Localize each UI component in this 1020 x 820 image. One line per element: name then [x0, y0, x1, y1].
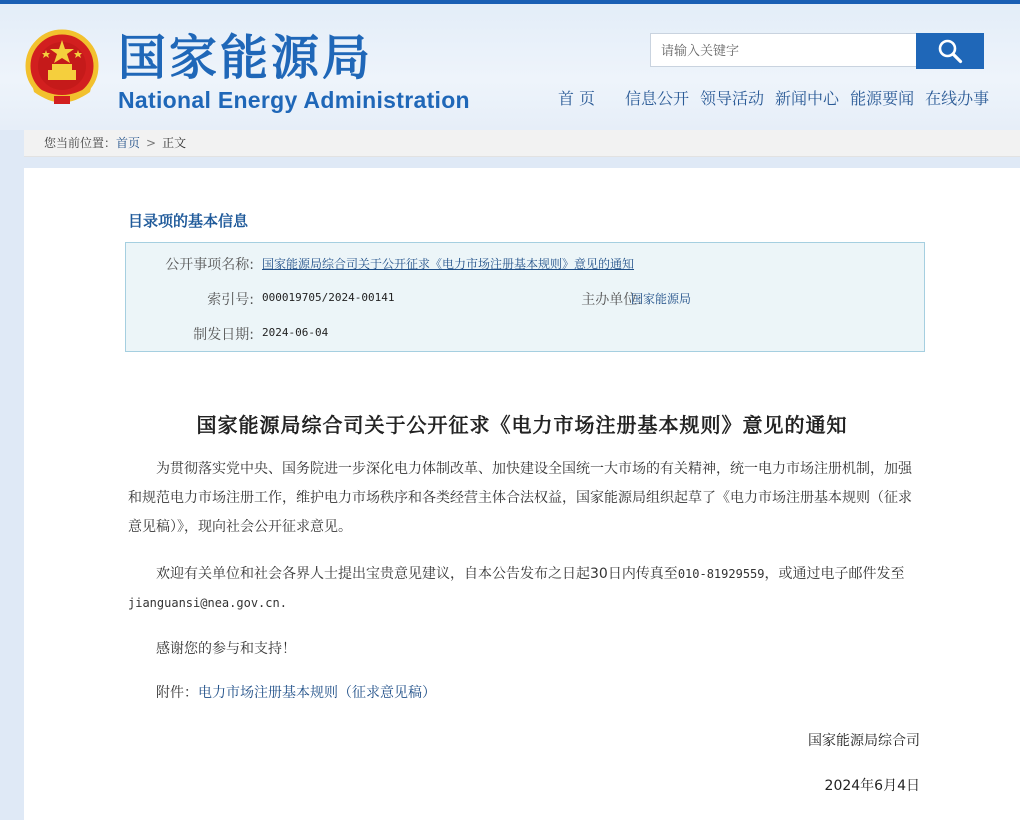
nav-item-info-disclosure[interactable]: 信息公开	[625, 89, 690, 108]
host-org-label: 主办单位:	[581, 292, 642, 308]
breadcrumb	[24, 130, 1020, 157]
breadcrumb-separator: >	[146, 136, 157, 150]
contact-email[interactable]: jianguansi@nea.gov.cn.	[128, 596, 287, 610]
nav-item-online-services[interactable]: 在线办事	[925, 89, 990, 108]
paragraph-1-line-2: 和规范电力市场注册工作，维护电力市场秩序和各类经营主体合法权益，国家能源局组织起草了《电力市场注册基本规则（征求	[128, 490, 912, 506]
search-input[interactable]	[650, 33, 936, 67]
catalog-info-box	[125, 242, 925, 352]
site-logo-chinese[interactable]: 国家能源局	[118, 30, 374, 86]
paragraph-2-text-a: 欢迎有关单位和社会各界人士提出宝贵意见建议，自本公告发布之日起30日内传真至	[156, 566, 678, 582]
index-number-label: 索引号:	[207, 292, 254, 308]
paragraph-2-text-b: ，或通过电子邮件发至	[764, 566, 905, 582]
article-paragraph-1	[128, 455, 920, 542]
signer: 国家能源局综合司	[808, 733, 920, 749]
site-logo-english[interactable]: National Energy Administration	[118, 87, 470, 113]
attachment-label: 附件：	[156, 685, 198, 701]
breadcrumb-current: 正文	[162, 136, 187, 150]
breadcrumb-home-link[interactable]: 首页	[116, 136, 141, 150]
article-title: 国家能源局综合司关于公开征求《电力市场注册基本规则》意见的通知	[196, 413, 848, 437]
national-emblem-icon[interactable]	[24, 26, 100, 110]
issue-date-value: 2024-06-04	[262, 326, 329, 339]
issue-date-label: 制发日期:	[193, 327, 254, 343]
paragraph-1-line-1: 为贯彻落实党中央、国务院进一步深化电力体制改革、加快建设全国统一大市场的有关精神，统一电力市场注册机制，加强	[156, 461, 912, 477]
fax-number: 010-81929559	[677, 567, 765, 581]
attachment-line	[128, 679, 920, 708]
main-nav	[550, 88, 989, 110]
article-paragraph-3: 感谢您的参与和支持！	[156, 641, 296, 657]
attachment-link[interactable]: 电力市场注册基本规则（征求意见稿）	[198, 685, 436, 701]
catalog-info-title: 目录项的基本信息	[128, 212, 249, 230]
nav-item-home[interactable]: 首页	[558, 89, 601, 108]
item-name-value[interactable]: 国家能源局综合司关于公开征求《电力市场注册基本规则》意见的通知	[262, 257, 635, 271]
article-paragraph-2	[128, 560, 920, 618]
nav-item-leadership[interactable]: 领导活动	[700, 89, 765, 108]
nav-item-news-center[interactable]: 新闻中心	[775, 89, 840, 108]
site-header	[0, 4, 1020, 130]
breadcrumb-lead: 您当前位置：	[44, 136, 117, 150]
sign-date: 2024年6月4日	[824, 778, 920, 794]
host-org-value: 国家能源局	[631, 292, 692, 306]
search-bar	[650, 33, 984, 69]
search-button[interactable]	[916, 33, 984, 69]
search-icon	[937, 38, 963, 64]
nav-item-energy-news[interactable]: 能源要闻	[850, 89, 915, 108]
paragraph-1-line-3: 意见稿）》，现向社会公开征求意见。	[128, 519, 352, 535]
index-number-value: 000019705/2024-00141	[262, 291, 395, 304]
main-content	[24, 168, 1020, 820]
item-name-label: 公开事项名称:	[165, 257, 254, 273]
